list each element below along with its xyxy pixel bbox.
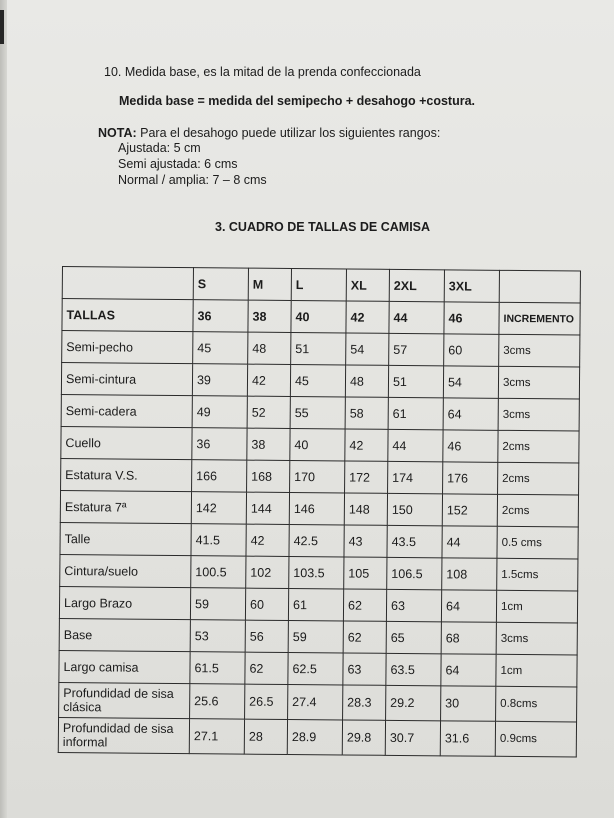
table-cell: 55: [290, 396, 345, 428]
row-label-cell: Cuello: [61, 426, 192, 459]
table-cell: 44: [388, 429, 443, 461]
table-cell: 53: [190, 620, 245, 652]
table-cell: 43.5: [387, 525, 442, 557]
table-cell: 172: [345, 461, 388, 493]
row-label-cell: Estatura 7ª: [60, 490, 191, 523]
table-cell: 152: [442, 494, 497, 526]
table-cell: 54: [443, 366, 498, 398]
range-semi-ajustada: Semi ajustada: 6 cms: [118, 157, 238, 171]
table-cell: 105: [344, 557, 387, 589]
table-header-cell: 3XL: [444, 270, 499, 302]
table-cell: 63: [386, 589, 441, 621]
table-cell: 52: [247, 396, 290, 428]
table-cell: 166: [192, 460, 247, 492]
table-row: [59, 682, 577, 722]
table-cell: 150: [387, 493, 442, 525]
table-cell: 102: [246, 556, 289, 588]
table-cell: 42: [345, 429, 388, 461]
table-cell: 146: [289, 492, 344, 524]
row-label-cell: Semi-cadera: [61, 394, 192, 427]
table-cell: 61: [388, 397, 443, 429]
table-cell: 45: [193, 332, 248, 364]
table-cell: 168: [247, 460, 290, 492]
table-cell: 64: [441, 590, 496, 622]
table-cell: 25.6: [190, 684, 245, 719]
table-cell: 62.5: [288, 652, 343, 684]
table-row: [62, 331, 580, 368]
row-label-cell: Profundidad de sisa clásica: [59, 682, 190, 718]
table-cell: 54: [346, 333, 389, 365]
table-cell: 58: [345, 397, 388, 429]
table-cell: 62: [343, 589, 386, 621]
table-cell: 62: [245, 652, 288, 684]
table-cell: 40: [290, 428, 345, 460]
table-cell: 2cms: [498, 430, 579, 463]
table-row: [60, 554, 578, 591]
table-cell: 2cms: [497, 494, 578, 527]
binding-edge: [0, 0, 7, 818]
table-cell: 45: [290, 364, 345, 396]
table-row: [61, 394, 579, 431]
table-cell: 0.8cms: [496, 686, 577, 722]
table-cell: 29.8: [342, 720, 385, 755]
table-cell: 40: [291, 301, 346, 333]
table-cell: 61.5: [190, 652, 245, 684]
table-cell: 51: [388, 365, 443, 397]
table-cell: 3cms: [496, 622, 577, 655]
table-cell: 38: [248, 300, 291, 332]
table-cell: 42: [346, 301, 389, 333]
table-cell: 60: [245, 588, 288, 620]
table-cell: 2cms: [498, 462, 579, 495]
table-row: [59, 618, 577, 655]
table-row: [59, 586, 577, 623]
item-10-text: 10. Medida base, es la mitad de la prenda confeccionada: [104, 65, 421, 79]
table-cell: 36: [193, 300, 248, 332]
row-label-cell: Largo camisa: [59, 650, 190, 683]
table-row: [61, 363, 579, 400]
table-cell: 27.4: [288, 684, 343, 719]
row-label-cell: Estatura V.S.: [61, 458, 192, 491]
table-row: [59, 650, 577, 687]
size-table: [58, 266, 581, 758]
table-cell: 61: [288, 588, 343, 620]
table-header-cell: L: [291, 269, 346, 301]
table-cell: 27.1: [189, 719, 244, 754]
table-cell: 42: [246, 524, 289, 556]
table-cell: 28.9: [287, 719, 342, 754]
range-normal-amplia: Normal / amplia: 7 – 8 cms: [118, 173, 267, 187]
table-cell: 64: [441, 654, 496, 686]
table-cell: 1cm: [496, 654, 577, 687]
table-cell: 108: [442, 558, 497, 590]
formula-text: Medida base = medida del semipecho + desahogo +costura.: [119, 94, 476, 108]
table-cell: 148: [344, 493, 387, 525]
table-cell: 44: [442, 526, 497, 558]
row-label-cell: Largo Brazo: [59, 586, 190, 619]
range-ajustada: Ajustada: 5 cm: [118, 141, 201, 155]
table-header-cell: S: [193, 268, 248, 300]
table-cell: 41.5: [191, 524, 246, 556]
table-cell: 46: [443, 430, 498, 462]
table-cell: 65: [386, 621, 441, 653]
row-label-cell: Talle: [60, 522, 191, 555]
nota-label: NOTA:: [98, 126, 137, 140]
table-cell: 62: [343, 621, 386, 653]
table-cell: 30.7: [385, 720, 440, 755]
table-header-row: [62, 267, 580, 304]
table-cell: 63: [343, 653, 386, 685]
row-label-cell: Semi-pecho: [62, 331, 193, 364]
table-cell: 106.5: [387, 557, 442, 589]
nota-paragraph: [98, 126, 440, 140]
table-cell: 42: [247, 364, 290, 396]
table-cell: 49: [192, 396, 247, 428]
table-cell: 64: [443, 398, 498, 430]
table-cell: 3cms: [499, 334, 580, 367]
table-cell: TALLAS: [62, 299, 193, 332]
table-header-cell: XL: [346, 269, 389, 301]
table-cell: 3cms: [498, 366, 579, 399]
table-cell: 100.5: [191, 556, 246, 588]
table-cell: 29.2: [386, 685, 441, 720]
table-cell: 46: [444, 302, 499, 334]
table-row: [61, 426, 579, 463]
table-row: [60, 490, 578, 527]
section-title: 3. CUADRO DE TALLAS DE CAMISA: [215, 220, 431, 234]
table-cell: INCREMENTO: [499, 302, 580, 335]
table-cell: 26.5: [245, 684, 288, 719]
table-header-cell: [62, 267, 193, 300]
table-cell: 103.5: [289, 556, 344, 588]
table-header-cell: M: [248, 268, 291, 300]
table-cell: 48: [248, 332, 291, 364]
table-cell: 44: [389, 301, 444, 333]
table-row: [58, 717, 576, 757]
table-cell: 174: [388, 461, 443, 493]
table-cell: 51: [291, 333, 346, 365]
table-cell: 0.9cms: [495, 721, 576, 757]
table-cell: 30: [441, 686, 496, 721]
table-cell: 28.3: [343, 685, 386, 720]
table-cell: 59: [190, 588, 245, 620]
table-tallas-row: [62, 299, 580, 336]
table-row: [61, 458, 579, 495]
table-header-cell: 2XL: [389, 269, 444, 301]
table-cell: 36: [192, 428, 247, 460]
row-label-cell: Profundidad de sisa informal: [58, 717, 189, 753]
binding-mark: [0, 10, 4, 44]
table-cell: 59: [288, 620, 343, 652]
row-label-cell: Semi-cintura: [61, 363, 192, 396]
table-cell: 39: [192, 364, 247, 396]
table-cell: 48: [345, 365, 388, 397]
table-cell: 144: [246, 492, 289, 524]
row-label-cell: Base: [59, 618, 190, 651]
table-cell: 1cm: [496, 590, 577, 623]
table-cell: 31.6: [440, 721, 495, 756]
table-cell: 42.5: [289, 524, 344, 556]
nota-text: Para el desahogo puede utilizar los siguientes rangos:: [140, 126, 441, 140]
table-cell: 38: [247, 428, 290, 460]
row-label-cell: Cintura/suelo: [60, 554, 191, 587]
table-header-cell: [499, 270, 580, 303]
table-cell: 142: [191, 492, 246, 524]
table-cell: 56: [245, 620, 288, 652]
table-cell: 68: [441, 622, 496, 654]
table-cell: 176: [443, 462, 498, 494]
table-cell: 57: [389, 333, 444, 365]
table-cell: 1.5cms: [497, 558, 578, 591]
table-cell: 43: [344, 525, 387, 557]
table-cell: 63.5: [386, 653, 441, 685]
table-cell: 170: [290, 460, 345, 492]
table-cell: 60: [444, 334, 499, 366]
table-cell: 3cms: [498, 398, 579, 431]
table-row: [60, 522, 578, 559]
table-cell: 28: [244, 719, 287, 754]
table-cell: 0.5 cms: [497, 526, 578, 559]
